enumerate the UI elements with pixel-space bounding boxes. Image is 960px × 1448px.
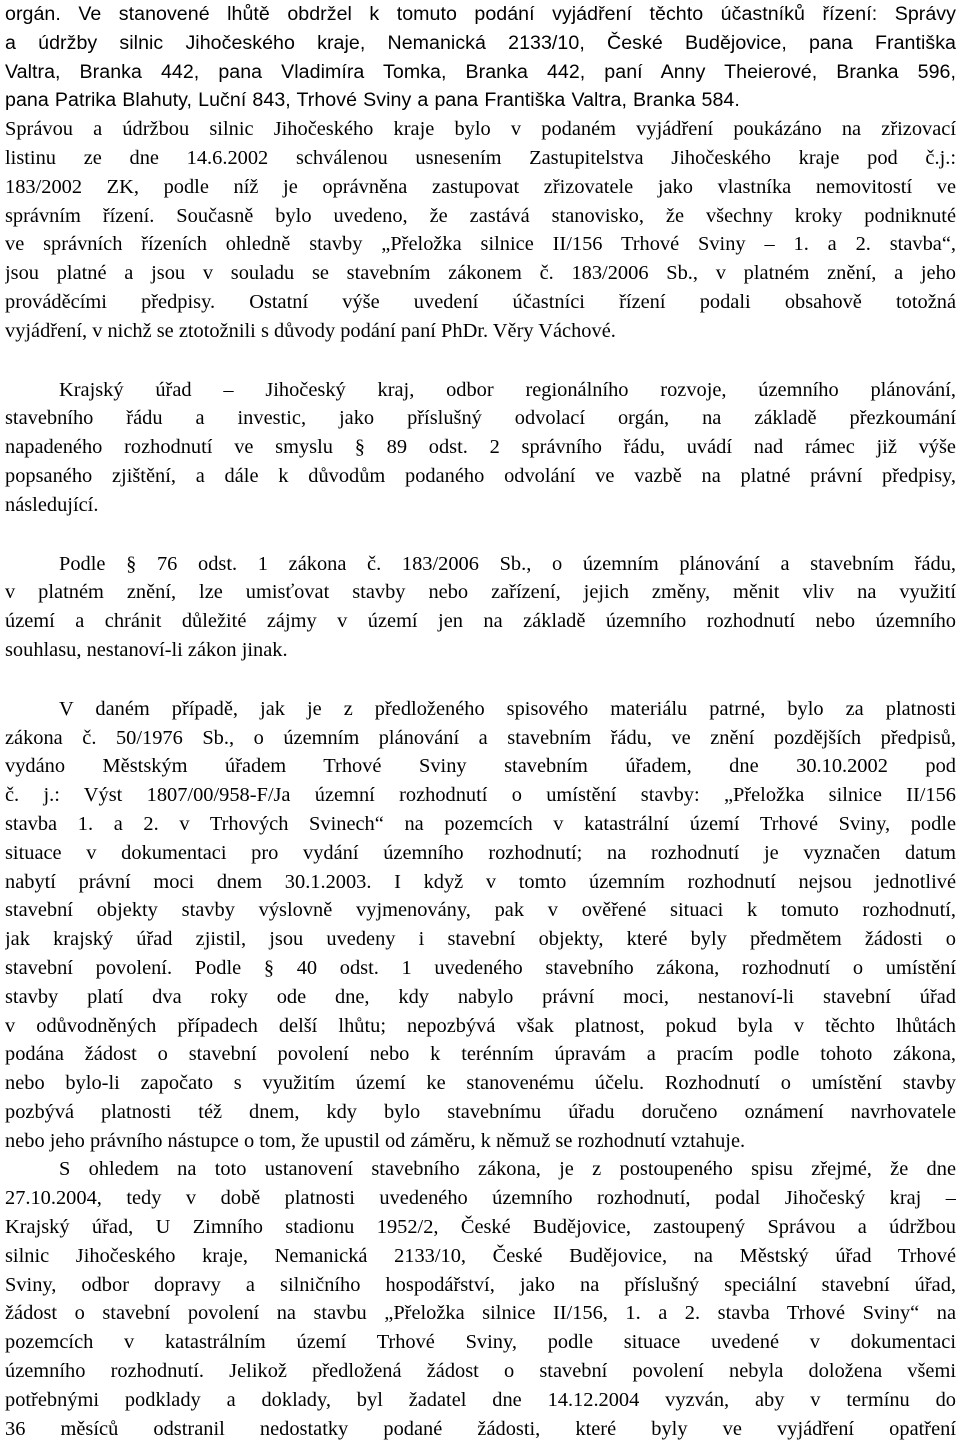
paragraph-appeal-authority: [5, 376, 956, 520]
text-line: v platném znění, lze umisťovat stavby nebo zařízení, jejich změny, měnit vliv na využití: [5, 581, 956, 604]
text-line: stavební povolení. Podle § 40 odst. 1 uvedeného stavebního zákona, rozhodnutí o umístění: [5, 956, 956, 979]
text-line: zákona č. 50/1976 Sb., o územním plánování a stavebním řádu, ve znění pozdějších předpisů,: [5, 726, 956, 749]
text-line: stavba 1. a 2. v Trhových Svinech“ na pozemcích v katastrální území Trhové Sviny, podle: [5, 812, 956, 835]
text-line: S ohledem na toto ustanovení stavebního zákona, je z postoupeného spisu zřejmé, že dne: [59, 1158, 956, 1181]
text-line: č. j.: Výst 1807/00/958-F/Ja územní rozhodnutí o umístění stavby: „Přeložka silnice II/156: [5, 784, 956, 807]
text-line: 27.10.2004, tedy v době platnosti uvedeného územního rozhodnutí, podal Jihočeský kraj –: [5, 1187, 956, 1210]
text-line: v odůvodněných případech delší lhůtu; nepozbývá však platnost, pokud byla v těchto lhůtách: [5, 1014, 956, 1037]
text-line: Podle § 76 odst. 1 zákona č. 183/2006 Sb., o územním plánování a stavebním řádu,: [59, 552, 956, 575]
paragraph-case-history: [5, 695, 956, 1156]
text-line: jsou platné a jsou v souladu se stavebním zákonem č. 183/2006 Sb., v platném znění, a jeho: [5, 262, 956, 285]
text-line: Krajský úřad, U Zimního stadionu 1952/2, České Budějovice, zastoupený Správou a údržbou: [5, 1216, 956, 1239]
text-line: pozbývá platnosti též dnem, kdy bylo stavebnímu úřadu doručeno oznámení navrhovatele: [5, 1100, 956, 1123]
text-line: a údržby silnic Jihočeského kraje, Nemanická 2133/10, České Budějovice, pana Františka: [5, 31, 956, 54]
text-line: nebo bylo-li započato s využitím území ke stanovenému účelu. Rozhodnutí o umístění stavby: [5, 1072, 956, 1095]
text-line: Sviny, odbor dopravy a silničního hospodářství, jako na příslušný speciální stavební úřad,: [5, 1273, 956, 1296]
text-line: pozemcích v katastrálním území Trhové Sviny, podle situace uvedené v dokumentaci: [5, 1331, 956, 1354]
paragraph-intro-sans: [5, 0, 956, 115]
text-line: následující.: [5, 493, 99, 516]
text-line: popsaného zjištění, a dále k důvodům podaného odvolání ve vazbě na platné právní předpisy,: [5, 464, 956, 487]
text-line: stavební objekty stavby výslovně vyjmenovány, pak v ověřené situaci k tomuto rozhodnutí,: [5, 899, 956, 922]
text-line: silnic Jihočeského kraje, Nemanická 2133/10, České Budějovice, na Městský úřad Trhové: [5, 1244, 956, 1267]
text-line: pana Patrika Blahuty, Luční 843, Trhové Sviny a pana Františka Valtra, Branka 584.: [5, 89, 740, 112]
paragraph-spacer: [5, 665, 956, 695]
text-line: prováděcími předpisy. Ostatní výše uvedení účastníci řízení podali obsahově totožná: [5, 290, 956, 313]
text-line: V daném případě, jak je z předloženého spisového materiálu patrné, bylo za platnosti: [59, 697, 956, 720]
text-line: nabytí právní moci dnem 30.1.2003. I když v tomto územním rozhodnutí nejsou jednotlivé: [5, 870, 956, 893]
text-line: územního rozhodnutí. Jelikož předložená žádost o stavební povolení nebyla doložena všemi: [5, 1360, 956, 1383]
text-line: potřebnými podklady a doklady, byl žadatel dne 14.12.2004 vyzván, aby v termínu do: [5, 1388, 956, 1411]
text-line: jak krajský úřad zjistil, jsou uvedeny i stavební objekty, které byly předmětem žádosti o: [5, 928, 956, 951]
paragraph-permit-request: [5, 1155, 956, 1443]
paragraph-intro-serif: [5, 115, 956, 345]
text-line: 36 měsíců odstranil nedostatky podané žádosti, které byly ve vyjádření opatření: [5, 1417, 956, 1440]
text-line: 183/2002 ZK, podle níž je oprávněna zastupovat zřizovatele jako vlastníka nemovitostí ve: [5, 175, 956, 198]
text-line: vydáno Městským úřadem Trhové Sviny stavebním úřadem, dne 30.10.2002 pod: [5, 755, 956, 778]
paragraph-spacer: [5, 346, 956, 376]
text-line: Valtra, Branka 442, pana Vladimíra Tomka, Branka 442, paní Anny Theierové, Branka 596,: [5, 60, 956, 83]
text-line: orgán. Ve stanovené lhůtě obdržel k tomuto podání vyjádření těchto účastníků řízení: Správy: [5, 3, 956, 25]
text-line: souhlasu, nestanoví-li zákon jinak.: [5, 638, 288, 661]
paragraph-spacer: [5, 520, 956, 550]
text-line: napadeného rozhodnutí ve smyslu § 89 odst. 2 správního řádu, uvádí nad rámec již výše: [5, 436, 956, 459]
text-line: vyjádření, v nichž se ztotožnili s důvody podání paní PhDr. Věry Váchové.: [5, 319, 616, 342]
text-line: žádost o stavební povolení na stavbu „Přeložka silnice II/156, 1. a 2. stavba Trhové Sviny“ na: [5, 1302, 956, 1325]
text-line: Správou a údržbou silnic Jihočeského kraje bylo v podaném vyjádření poukázáno na zřizovací: [5, 118, 956, 141]
text-line: situace v dokumentaci pro vydání územního rozhodnutí; na rozhodnutí je vyznačen datum: [5, 841, 956, 864]
text-line: listinu ze dne 14.6.2002 schválenou usnesením Zastupitelstva Jihočeského kraje pod č.j.:: [5, 146, 956, 169]
document-page: [5, 0, 956, 1443]
text-line: podána žádost o stavební povolení nebo k terénním úpravám a pracím podle tohoto zákona,: [5, 1043, 956, 1066]
text-line: nebo jeho právního nástupce o tom, že upustil od záměru, k němuž se rozhodnutí vztahuje.: [5, 1129, 746, 1152]
text-line: Krajský úřad – Jihočeský kraj, odbor regionálního rozvoje, územního plánování,: [59, 378, 956, 401]
text-line: ve správních řízeních ohledně stavby „Přeložka silnice II/156 Trhové Sviny – 1. a 2. stavba“,: [5, 233, 956, 256]
text-line: území a chránit důležité zájmy v území jen na základě územního rozhodnutí nebo územního: [5, 610, 956, 633]
text-line: správním řízení. Současně bylo uvedeno, že zastává stanovisko, že všechny kroky podniknuté: [5, 204, 956, 227]
text-line: stavebního řádu a investic, jako příslušný odvolací orgán, na základě přezkoumání: [5, 407, 956, 430]
text-line: stavby platí dva roky ode dne, kdy nabylo právní moci, nestanoví-li stavební úřad: [5, 985, 956, 1008]
paragraph-law-76: [5, 550, 956, 665]
